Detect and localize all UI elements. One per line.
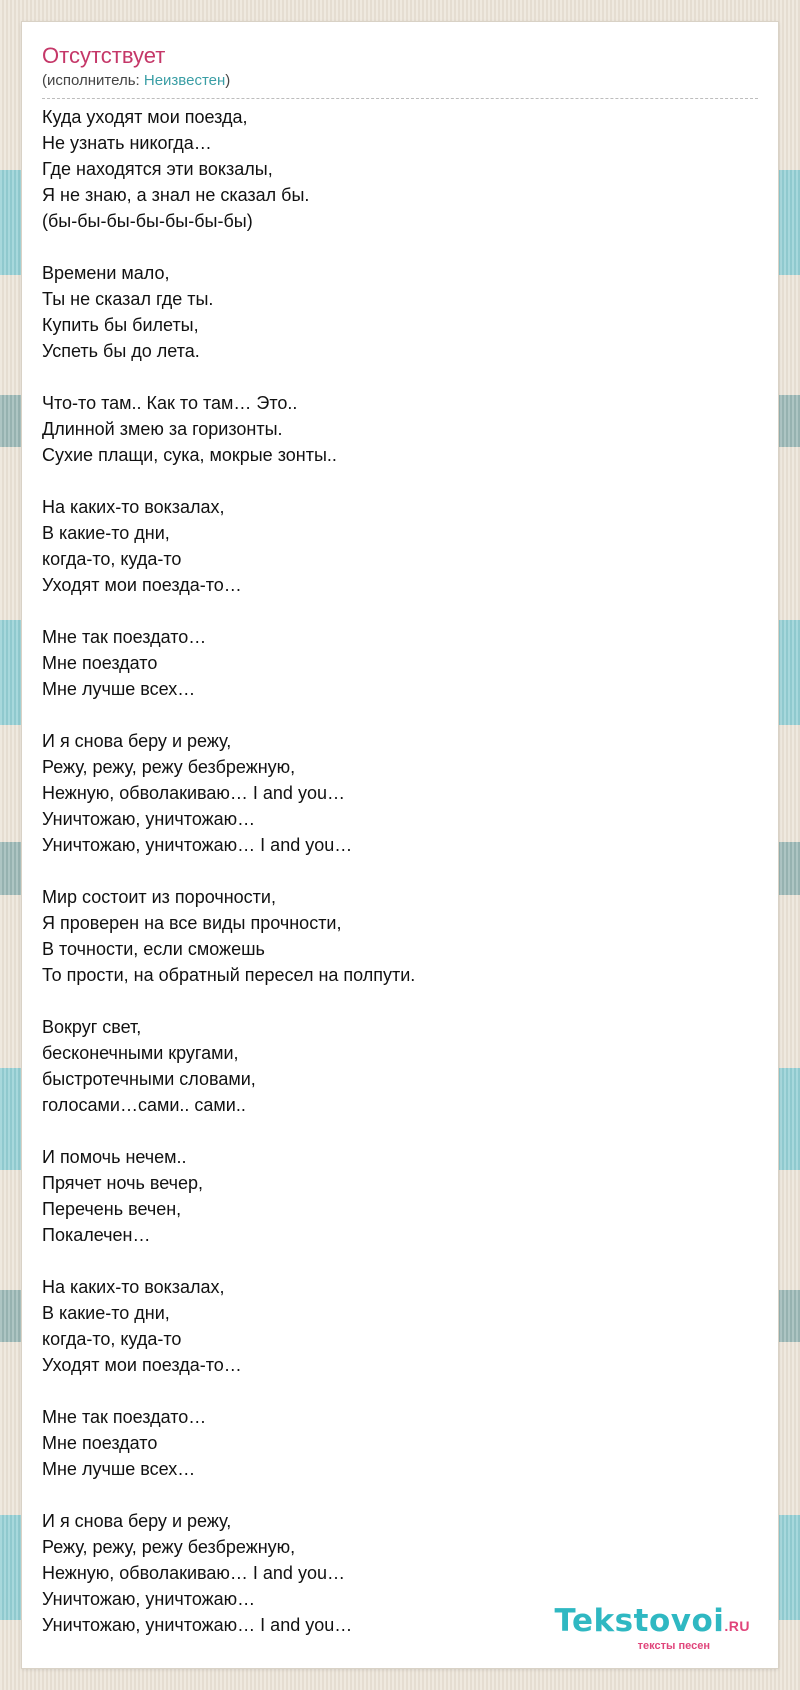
lyrics-line: Режу, режу, режу безбрежную,: [42, 757, 296, 777]
lyrics-line: Мне поездато: [42, 653, 158, 673]
lyrics-line: когда-то, куда-то: [42, 1329, 182, 1349]
lyrics-line: Сухие плащи, сука, мокрые зонты..: [42, 445, 337, 465]
lyrics-line: Мне так поездато…: [42, 627, 207, 647]
lyrics-line: То прости, на обратный пересел на полпути.: [42, 965, 416, 985]
lyrics-line: Мне лучше всех…: [42, 679, 196, 699]
lyrics-stanza: [42, 390, 758, 468]
artist-suffix: ): [225, 72, 231, 89]
logo-name: Tekstovoi: [554, 1603, 725, 1639]
lyrics-line: Ты не сказал где ты.: [42, 289, 214, 309]
lyrics-line: Куда уходят мои поезда,: [42, 107, 248, 127]
lyrics-line: И я снова беру и режу,: [42, 1511, 232, 1531]
lyrics-line: И помочь нечем..: [42, 1147, 187, 1167]
lyrics-line: В точности, если сможешь: [42, 939, 265, 959]
song-header: [42, 42, 758, 99]
lyrics-line: быстротечными словами,: [42, 1069, 256, 1089]
lyrics-stanza: [42, 1014, 758, 1118]
lyrics-line: голосами…сами.. сами..: [42, 1095, 246, 1115]
lyrics-line: Успеть бы до лета.: [42, 341, 200, 361]
lyrics-line: бесконечными кругами,: [42, 1043, 239, 1063]
lyrics-stanza: [42, 260, 758, 364]
lyrics-line: Не узнать никогда…: [42, 133, 212, 153]
lyrics-line: Купить бы билеты,: [42, 315, 199, 335]
lyrics-line: Уничтожаю, уничтожаю…: [42, 1589, 256, 1609]
lyrics-line: когда-то, куда-то: [42, 549, 182, 569]
artist-line: [42, 72, 758, 99]
artist-prefix: (исполнитель:: [42, 72, 144, 89]
lyrics-line: Нежную, обволакиваю… I and you…: [42, 1563, 345, 1583]
lyrics-line: Вокруг свет,: [42, 1017, 142, 1037]
lyrics-stanza: [42, 1404, 758, 1482]
lyrics-line: Времени мало,: [42, 263, 170, 283]
lyrics-line: На каких-то вокзалах,: [42, 497, 225, 517]
lyrics-line: Уходят мои поезда-то…: [42, 1355, 242, 1375]
lyrics-line: Мне поездато: [42, 1433, 158, 1453]
lyrics-line: Прячет ночь вечер,: [42, 1173, 204, 1193]
lyrics-line: Нежную, обволакиваю… I and you…: [42, 783, 345, 803]
lyrics-line: Где находятся эти вокзалы,: [42, 159, 273, 179]
lyrics-line: Покалечен…: [42, 1225, 151, 1245]
lyrics-line: В какие-то дни,: [42, 1303, 170, 1323]
lyrics-line: Я проверен на все виды прочности,: [42, 913, 342, 933]
site-logo[interactable]: [555, 1605, 751, 1652]
artist-link[interactable]: Неизвестен: [143, 72, 226, 89]
lyrics-line: (бы-бы-бы-бы-бы-бы-бы): [42, 211, 253, 231]
logo-wordmark: [555, 1605, 751, 1642]
lyrics-line: Мне лучше всех…: [42, 1459, 196, 1479]
lyrics-line: Режу, режу, режу безбрежную,: [42, 1537, 296, 1557]
lyrics-stanza: [42, 1274, 758, 1378]
lyrics-stanza: [42, 1144, 758, 1248]
logo-tld: .RU: [724, 1618, 750, 1634]
song-title: Отсутствует: [42, 43, 166, 68]
lyrics-line: Перечень вечен,: [42, 1199, 182, 1219]
lyrics-line: Уничтожаю, уничтожаю… I and you…: [42, 835, 353, 855]
lyrics-line: Мне так поездато…: [42, 1407, 207, 1427]
lyrics-stanza: [42, 728, 758, 858]
lyrics-text: [42, 104, 758, 1664]
lyrics-stanza: [42, 624, 758, 702]
lyrics-line: Я не знаю, а знал не сказал бы.: [42, 185, 310, 205]
lyrics-stanza: [42, 104, 758, 234]
lyrics-stanza: [42, 884, 758, 988]
lyrics-line: Уничтожаю, уничтожаю… I and you…: [42, 1615, 353, 1635]
lyrics-line: Уходят мои поезда-то…: [42, 575, 242, 595]
lyrics-line: Мир состоит из порочности,: [42, 887, 276, 907]
lyrics-line: Уничтожаю, уничтожаю…: [42, 809, 256, 829]
lyrics-line: В какие-то дни,: [42, 523, 170, 543]
lyrics-stanza: [42, 494, 758, 598]
logo-tagline: тексты песен: [637, 1640, 710, 1652]
lyrics-line: Что-то там.. Как то там… Это..: [42, 393, 298, 413]
lyrics-line: Длинной змею за горизонты.: [42, 419, 283, 439]
lyrics-card: [22, 22, 778, 1668]
lyrics-line: На каких-то вокзалах,: [42, 1277, 225, 1297]
lyrics-line: И я снова беру и режу,: [42, 731, 232, 751]
